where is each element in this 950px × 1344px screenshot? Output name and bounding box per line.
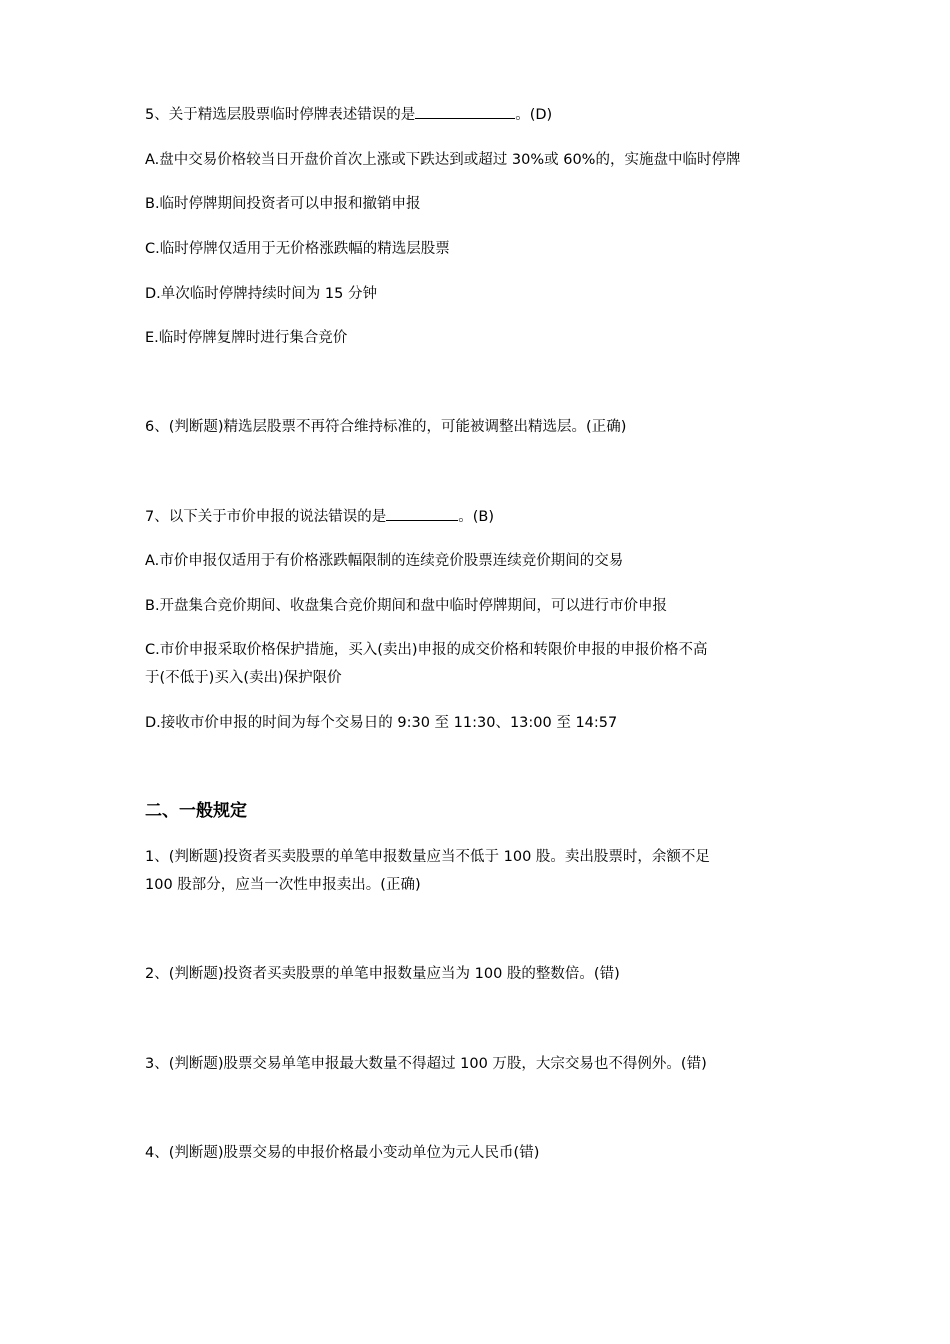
section2-item-3: 3、(判断题)股票交易单笔申报最大数量不得超过 100 万股，大宗交易也不得例外。(错) <box>145 1056 707 1072</box>
section-heading: 二、一般规定 <box>145 801 247 821</box>
section2-item-1-cont: 100 股部分，应当一次性申报卖出。(正确) <box>145 877 421 893</box>
question-5-option-e: E.临时停牌复牌时进行集合竞价 <box>145 330 348 346</box>
question-7-option-c: C.市价申报采取价格保护措施，买入(卖出)申报的成交价格和转限价申报的申报价格不高 <box>145 642 708 658</box>
question-7-stem <box>145 503 815 531</box>
question-5-answer: 。(D) <box>515 107 553 123</box>
question-5-option-c: C.临时停牌仅适用于无价格涨跌幅的精选层股票 <box>145 241 450 257</box>
question-6: 6、(判断题)精选层股票不再符合维持标准的，可能被调整出精选层。(正确) <box>145 419 627 435</box>
question-7-option-b: B.开盘集合竞价期间、收盘集合竞价期间和盘中临时停牌期间，可以进行市价申报 <box>145 598 668 614</box>
question-7-option-d: D.接收市价申报的时间为每个交易日的 9:30 至 11:30、13:00 至 14:57 <box>145 715 618 731</box>
question-5-option-a: A.盘中交易价格较当日开盘价首次上涨或下跌达到或超过 30%或 60%的，实施盘中临时停牌 <box>145 152 741 168</box>
answer-blank <box>415 104 515 119</box>
question-7-option-c-cont: 于(不低于)买入(卖出)保护限价 <box>145 670 342 686</box>
question-7-option-a: A.市价申报仅适用于有价格涨跌幅限制的连续竞价股票连续竞价期间的交易 <box>145 553 624 569</box>
question-7-stem-text: 7、以下关于市价申报的说法错误的是 <box>145 509 387 525</box>
question-5-option-b: B.临时停牌期间投资者可以申报和撤销申报 <box>145 196 421 212</box>
question-5-stem-text: 5、关于精选层股票临时停牌表述错误的是 <box>145 107 416 123</box>
section2-item-1: 1、(判断题)投资者买卖股票的单笔申报数量应当不低于 100 股。卖出股票时，余额不足 <box>145 849 710 865</box>
question-5-stem <box>145 101 815 129</box>
section2-item-2: 2、(判断题)投资者买卖股票的单笔申报数量应当为 100 股的整数倍。(错) <box>145 966 620 982</box>
question-5-option-d: D.单次临时停牌持续时间为 15 分钟 <box>145 286 377 302</box>
answer-blank <box>386 506 458 521</box>
section2-item-4: 4、(判断题)股票交易的申报价格最小变动单位为元人民币(错) <box>145 1145 540 1161</box>
question-7-answer: 。(B) <box>458 509 494 525</box>
